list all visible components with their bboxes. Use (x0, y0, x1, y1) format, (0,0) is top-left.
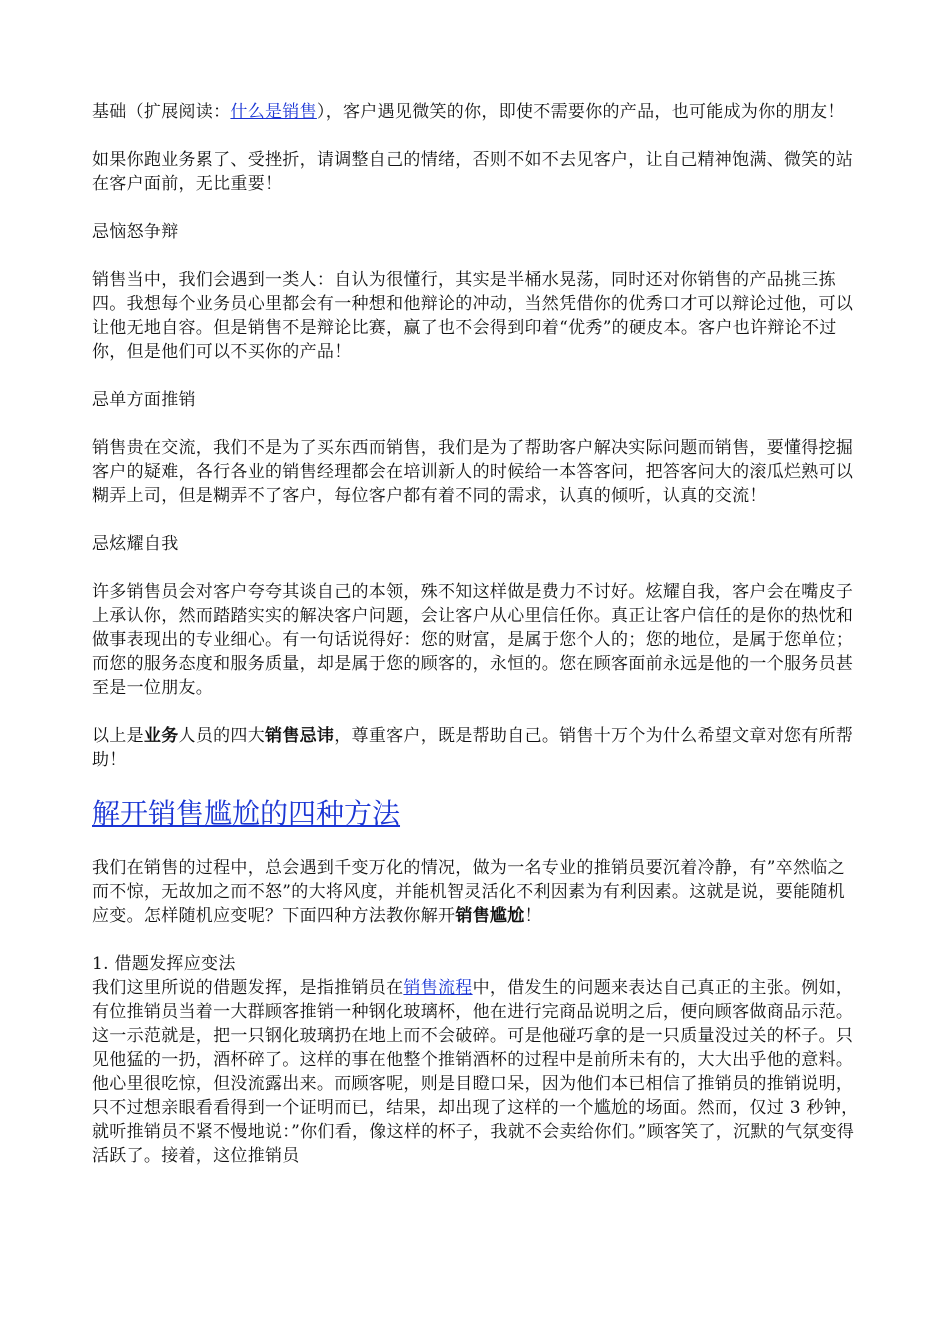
summary-bold-business: 业务 (143, 726, 179, 746)
method-1-title: 1. 借题发挥应变法 (92, 954, 236, 974)
paragraph-method-1 (92, 976, 862, 1168)
subheading-avoid-anger: 忌恼怒争辩 (92, 222, 179, 242)
paragraph-text: 基础（扩展阅读： (92, 102, 231, 122)
summary-text: ，尊重客户，既是帮助自己。销售十万个为什么希望文章对您有所帮助！ (92, 726, 854, 770)
intro-text: ！ (524, 906, 542, 926)
summary-text: 人员的四大 (178, 726, 266, 746)
link-what-is-sales[interactable]: 什么是销售 (230, 102, 317, 122)
section-title-link[interactable]: 解开销售尴尬的四种方法 (92, 797, 401, 830)
paragraph-text: ），客户遇见微笑的你，即使不需要你的产品，也可能成为你的朋友！ (316, 102, 845, 122)
paragraph-smile-friend (92, 100, 862, 124)
link-sales-process[interactable]: 销售流程 (403, 978, 473, 998)
summary-text: 以上是 (92, 726, 144, 746)
intro-bold-awkward: 销售尴尬 (455, 906, 525, 926)
paragraph-no-arguing: 销售当中，我们会遇到一类人：自认为很懂行，其实是半桶水晃荡，同时还对你销售的产品挑三拣四。我想每个业务员心里都会有一种想和他辩论的冲动，当然凭借你的优秀口才可以辩论过他，可以让他无地自容。但是销售不是辩论比赛，赢了也不会得到印着“优秀”的硬皮本。客户也许辩论不过你，但是他们可以不买你的产品！ (92, 270, 854, 362)
method-text: 中，借发生的问题来表达自己真正的主张。例如，有位推销员当着一大群顾客推销一种钢化玻璃杯，他在进行完商品说明之后，便向顾客做商品示范。这一示范就是，把一只钢化玻璃扔在地上而不会破碎。可是他碰巧拿的是一只质量没过关的杯子。只见他猛的一扔，酒杯碎了。这样的事在他整个推销酒杯的过程中是前所未有的，大大出乎他的意料。他心里很吃惊，但没流露出来。而顾客呢，则是目瞪口呆，因为他们本已相信了推销员的推销说明，只不过想亲眼看看得到一个证明而已，结果，却出现了这样的一个尴尬的场面。然而，仅过 3 秒钟，就听推销员不紧不慢地说：”你们看，像这样的杯子，我就不会卖给你们。”顾客笑了，沉默的气氛变得活跃了。接着，这位推销员 (92, 978, 859, 1166)
section-title (92, 796, 862, 832)
intro-text: 我们在销售的过程中，总会遇到千变万化的情况，做为一名专业的推销员要沉着冷静，有”卒然临之而不惊，无故加之而不怒”的大将风度，并能机智灵活化不利因素为有利因素。这就是说，要能随机应变。怎样随机应变呢？下面四种方法教你解开 (92, 858, 845, 926)
paragraph-adjust-emotion: 如果你跑业务累了、受挫折，请调整自己的情绪，否则不如不去见客户，让自己精神饱满、微笑的站在客户面前，无比重要！ (92, 150, 854, 194)
summary-bold-taboo: 销售忌讳 (265, 726, 335, 746)
article-body (92, 100, 862, 1168)
paragraph-communication: 销售贵在交流，我们不是为了买东西而销售，我们是为了帮助客户解决实际问题而销售，要懂得挖掘客户的疑难，各行各业的销售经理都会在培训新人的时候给一本答客问，把答客问大的滚瓜烂熟可以糊弄上司，但是糊弄不了客户，每位客户都有着不同的需求，认真的倾听，认真的交流！ (92, 438, 854, 506)
method-text: 我们这里所说的借题发挥，是指推销员在 (92, 978, 404, 998)
subheading-avoid-one-sided: 忌单方面推销 (92, 390, 196, 410)
subheading-avoid-showing-off: 忌炫耀自我 (92, 534, 179, 554)
paragraph-intro-methods (92, 856, 862, 928)
paragraph-no-bragging: 许多销售员会对客户夸夸其谈自己的本领，殊不知这样做是费力不讨好。炫耀自我，客户会在嘴皮子上承认你，然而踏踏实实的解决客户问题，会让客户从心里信任你。真正让客户信任的是你的热忱和做事表现出的专业细心。有一句话说得好：您的财富，是属于您个人的；您的地位，是属于您单位；而您的服务态度和服务质量，却是属于您的顾客的，永恒的。您在顾客面前永远是他的一个服务员甚至是一位朋友。 (92, 582, 854, 698)
paragraph-summary (92, 724, 862, 772)
